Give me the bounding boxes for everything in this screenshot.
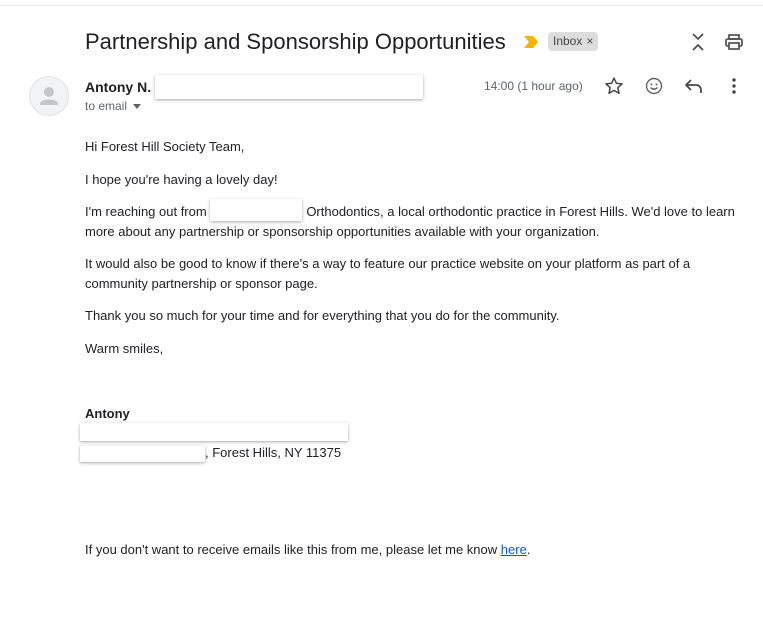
recipient-text: to email (85, 99, 128, 113)
email-line-1: I hope you're having a lovely day! (85, 172, 278, 187)
signature-name: Antony (85, 406, 130, 421)
reply-icon[interactable] (684, 77, 704, 95)
redacted-street-address (80, 446, 205, 462)
email-closing: Warm smiles, (85, 341, 164, 356)
paragraph-2-rest: Orthodontics, a local orthodontic practice in Forest Hills. We'd love to learn more about any partnership or sponsorship opportunities available with your organization. (85, 204, 735, 239)
expand-collapse-icon[interactable] (690, 32, 706, 52)
email-subject: Partnership and Sponsorship Opportunities (85, 29, 506, 54)
person-avatar-icon (30, 77, 68, 115)
email-paragraph-2 (85, 202, 745, 242)
chevron-down-icon[interactable] (133, 104, 141, 109)
unsubscribe-period: . (526, 542, 531, 557)
recipient-line[interactable] (85, 99, 141, 113)
more-vert-icon[interactable] (727, 77, 741, 95)
unsubscribe-link[interactable]: here (500, 542, 527, 557)
sender-name[interactable]: Antony N. (85, 79, 152, 95)
signature-address: , Forest Hills, NY 11375 (205, 445, 342, 460)
unsubscribe-text: If you don't want to receive emails like this from me, please let me know (85, 542, 498, 557)
unsubscribe-line (85, 540, 745, 560)
star-icon[interactable] (604, 76, 624, 96)
remove-label-icon[interactable]: × (586, 34, 594, 48)
redacted-signature-line (80, 423, 348, 441)
email-paragraph-3: It would also be good to know if there's a way to feature our practice website on your platform as part of a community partnership or sponsor page. (85, 256, 691, 291)
paragraph-2-start: I'm reaching out from (85, 204, 207, 219)
redacted-sender-email (155, 75, 423, 99)
sender-avatar[interactable] (29, 76, 69, 116)
redacted-practice-name (210, 199, 302, 221)
print-icon[interactable] (725, 34, 743, 50)
email-paragraph-4: Thank you so much for your time and for everything that you do for the community. (85, 308, 560, 323)
inbox-label-chip (548, 32, 598, 51)
email-timestamp: 14:00 (1 hour ago) (484, 79, 583, 93)
email-greeting: Hi Forest Hill Society Team, (85, 139, 245, 154)
inbox-label-text: Inbox (553, 34, 583, 48)
top-divider (0, 5, 763, 6)
importance-marker-icon[interactable] (524, 36, 538, 48)
emoji-reaction-icon[interactable] (644, 76, 664, 96)
